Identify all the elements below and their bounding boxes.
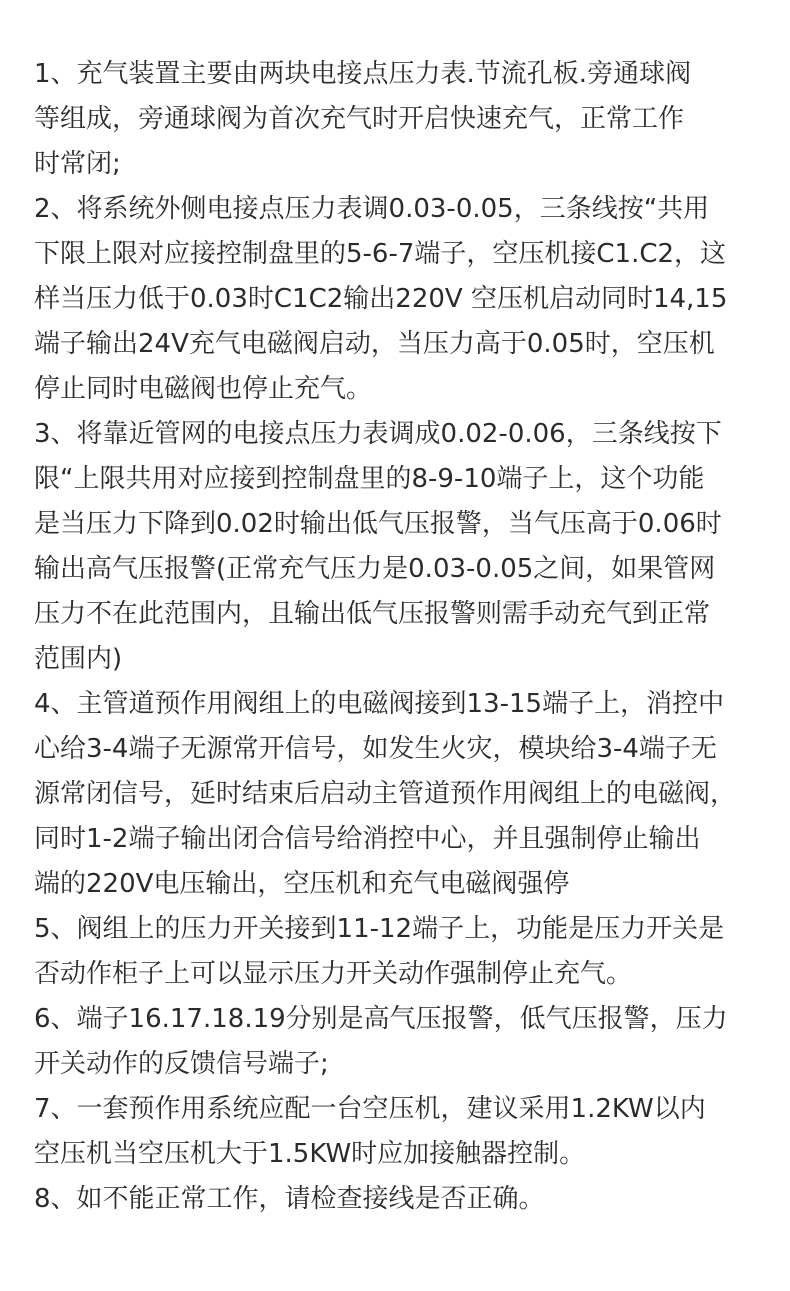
- text-line: 同时1-2端子输出闭合信号给消控中心，并且强制停止输出: [34, 824, 701, 854]
- text-line: 6、端子16.17.18.19分别是高气压报警，低气压报警，压力: [34, 1004, 728, 1034]
- text-line: 3、将靠近管网的电接点压力表调成0.02-0.06，三条线按下: [34, 419, 722, 449]
- text-line: 1、充气装置主要由两块电接点压力表.节流孔板.旁通球阀: [34, 59, 692, 89]
- text-line: 源常闭信号，延时结束后启动主管道预作用阀组上的电磁阀，: [34, 779, 737, 809]
- text-line: 心给3-4端子无源常开信号，如发生火灾，模块给3-4端子无: [34, 734, 717, 764]
- text-line: 是当压力下降到0.02时输出低气压报警，当气压高于0.06时: [34, 509, 722, 539]
- text-line: 端的220V电压输出，空压机和充气电磁阀强停: [34, 869, 570, 899]
- text-line: 8、如不能正常工作，请检查接线是否正确。: [34, 1184, 545, 1214]
- text-line: 下限上限对应接控制盘里的5-6-7端子，空压机接C1.C2，这: [34, 239, 727, 269]
- text-line: 压力不在此范围内，且输出低气压报警则需手动充气到正常: [34, 599, 711, 629]
- text-line: 空压机当空压机大于1.5KW时应加接触器控制。: [34, 1139, 586, 1169]
- text-line: 7、一套预作用系统应配一台空压机，建议采用1.2KW以内: [34, 1094, 706, 1124]
- text-line: 范围内): [34, 644, 123, 674]
- instruction-document: [34, 52, 774, 1222]
- text-line: 停止同时电磁阀也停止充气。: [34, 374, 373, 404]
- text-line: 限“上限共用对应接到控制盘里的8-9-10端子上，这个功能: [34, 464, 705, 494]
- text-line: 4、主管道预作用阀组上的电磁阀接到13-15端子上，消控中: [34, 689, 725, 719]
- text-line: 5、阀组上的压力开关接到11-12端子上，功能是压力开关是: [34, 914, 725, 944]
- text-line: 时常闭;: [34, 149, 121, 179]
- text-line: 端子输出24V充气电磁阀启动，当压力高于0.05时，空压机: [34, 329, 715, 359]
- text-line: 开关动作的反馈信号端子;: [34, 1049, 329, 1079]
- text-line: 输出高气压报警(正常充气压力是0.03-0.05之间，如果管网: [34, 554, 716, 584]
- text-line: 2、将系统外侧电接点压力表调0.03-0.05，三条线按“共用: [34, 194, 710, 224]
- text-line: 样当压力低于0.03时C1C2输出220V 空压机启动同时14,15: [34, 284, 728, 314]
- text-line: 否动作柜子上可以显示压力开关动作强制停止充气。: [34, 959, 633, 989]
- text-line: 等组成，旁通球阀为首次充气时开启快速充气，正常工作: [34, 104, 685, 134]
